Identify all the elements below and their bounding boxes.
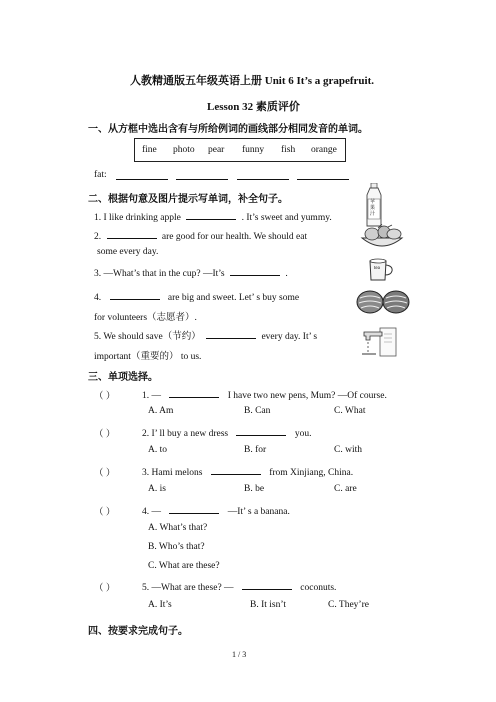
- answer-blank[interactable]: [237, 170, 289, 180]
- question-line: [94, 290, 299, 303]
- question-line: [94, 266, 288, 279]
- question-text: are good for our health. We should eat: [161, 232, 308, 242]
- answer-blank[interactable]: [169, 504, 219, 514]
- option-b: B. Can: [244, 406, 271, 416]
- question-line: [94, 328, 317, 342]
- lesson-subtitle: Lesson 32 素质评价: [207, 101, 300, 113]
- option-b: B. Who’s that?: [148, 542, 205, 552]
- cup-label: tea: [374, 266, 380, 271]
- answer-blanks: [116, 170, 349, 183]
- question-line: [142, 504, 290, 517]
- word-box: [134, 138, 346, 162]
- answer-blank[interactable]: [107, 229, 157, 239]
- answer-blank[interactable]: [176, 170, 228, 180]
- option-c: C. What are these?: [148, 561, 220, 571]
- question-text: .: [285, 269, 288, 279]
- option-c: C. with: [334, 445, 362, 455]
- answer-blank[interactable]: [236, 426, 286, 436]
- question-text: coconuts.: [300, 583, 337, 593]
- question-line: [94, 210, 332, 223]
- question-line: [142, 465, 353, 478]
- question-line: [142, 580, 336, 593]
- option-a: A. to: [148, 445, 167, 455]
- example-word: fat:: [94, 170, 107, 180]
- option-c: C. are: [334, 484, 357, 494]
- part3-heading: 三、单项选择。: [88, 372, 158, 383]
- question-text: —It’ s a banana.: [227, 507, 290, 517]
- word-option: funny: [242, 145, 265, 155]
- question-line: [142, 388, 387, 401]
- tea-cup-icon: [368, 258, 394, 282]
- word-option: fine: [142, 145, 157, 155]
- choice-paren[interactable]: （ ）: [94, 469, 116, 479]
- question-text: some every day.: [97, 247, 159, 257]
- choice-paren[interactable]: （ ）: [94, 584, 116, 594]
- option-a: A. What’s that?: [148, 523, 208, 533]
- question-text: for volunteers（志愿者）.: [94, 313, 197, 323]
- answer-blank[interactable]: [169, 388, 219, 398]
- question-text: I have two new pens, Mum? —Of course.: [227, 391, 387, 401]
- question-text: important（重要的） to us.: [94, 352, 202, 362]
- question-text: from Xinjiang, China.: [269, 468, 354, 478]
- part4-heading: 四、按要求完成句子。: [88, 626, 188, 637]
- page-title: 人教精通版五年级英语上册 Unit 6 It’s a grapefruit.: [130, 75, 375, 87]
- question-text: 1. I like drinking apple: [94, 213, 181, 223]
- question-text: 2. I’ ll buy a new dress: [142, 429, 229, 439]
- question-text: 5. We should save（节约）: [94, 332, 201, 342]
- part1-heading: 一、从方框中选出含有与所给例词的画线部分相同发音的单词。: [88, 124, 368, 135]
- melons-icon: [355, 288, 411, 316]
- question-text: 5. —What are these? —: [142, 583, 234, 593]
- answer-blank[interactable]: [206, 329, 256, 339]
- option-c: C. They’re: [328, 600, 369, 610]
- question-line: [94, 229, 307, 242]
- word-option: photo: [173, 145, 195, 155]
- page-number: 1 / 3: [232, 650, 247, 659]
- question-text: you.: [294, 429, 312, 439]
- question-text: are big and sweet. Let’ s buy some: [167, 293, 300, 303]
- question-text: . It’s sweet and yummy.: [241, 213, 332, 223]
- question-text: 3. Hami melons: [142, 468, 203, 478]
- question-line: [142, 426, 311, 439]
- word-option: pear: [208, 145, 225, 155]
- option-b: B. It isn’t: [250, 600, 286, 610]
- option-a: A. is: [148, 484, 166, 494]
- answer-blank[interactable]: [110, 290, 160, 300]
- question-text: 1. —: [142, 391, 161, 401]
- answer-blank[interactable]: [116, 170, 168, 180]
- option-c: C. What: [334, 406, 366, 416]
- option-a: A. Am: [148, 406, 174, 416]
- bottle-label: 苹果汁: [370, 200, 376, 217]
- choice-paren[interactable]: （ ）: [94, 430, 116, 440]
- part2-heading: 二、根据句意及图片提示写单词，补全句子。: [88, 194, 288, 205]
- option-b: B. for: [244, 445, 267, 455]
- word-option: fish: [281, 145, 296, 155]
- option-b: B. be: [244, 484, 265, 494]
- question-text: every day. It’ s: [261, 332, 318, 342]
- choice-paren[interactable]: （ ）: [94, 392, 116, 402]
- option-a: A. It’s: [148, 600, 172, 610]
- question-text: 2.: [94, 232, 102, 242]
- question-text: 4. —: [142, 507, 161, 517]
- water-tap-icon: [360, 324, 400, 358]
- answer-blank[interactable]: [242, 580, 292, 590]
- answer-blank[interactable]: [186, 210, 236, 220]
- answer-blank[interactable]: [297, 170, 349, 180]
- question-text: 4.: [94, 293, 102, 303]
- vegetables-icon: [358, 224, 406, 252]
- word-option: orange: [311, 145, 337, 155]
- question-text: 3. —What’s that in the cup? —It’s: [94, 269, 225, 279]
- answer-blank[interactable]: [230, 266, 280, 276]
- answer-blank[interactable]: [211, 465, 261, 475]
- choice-paren[interactable]: （ ）: [94, 508, 116, 518]
